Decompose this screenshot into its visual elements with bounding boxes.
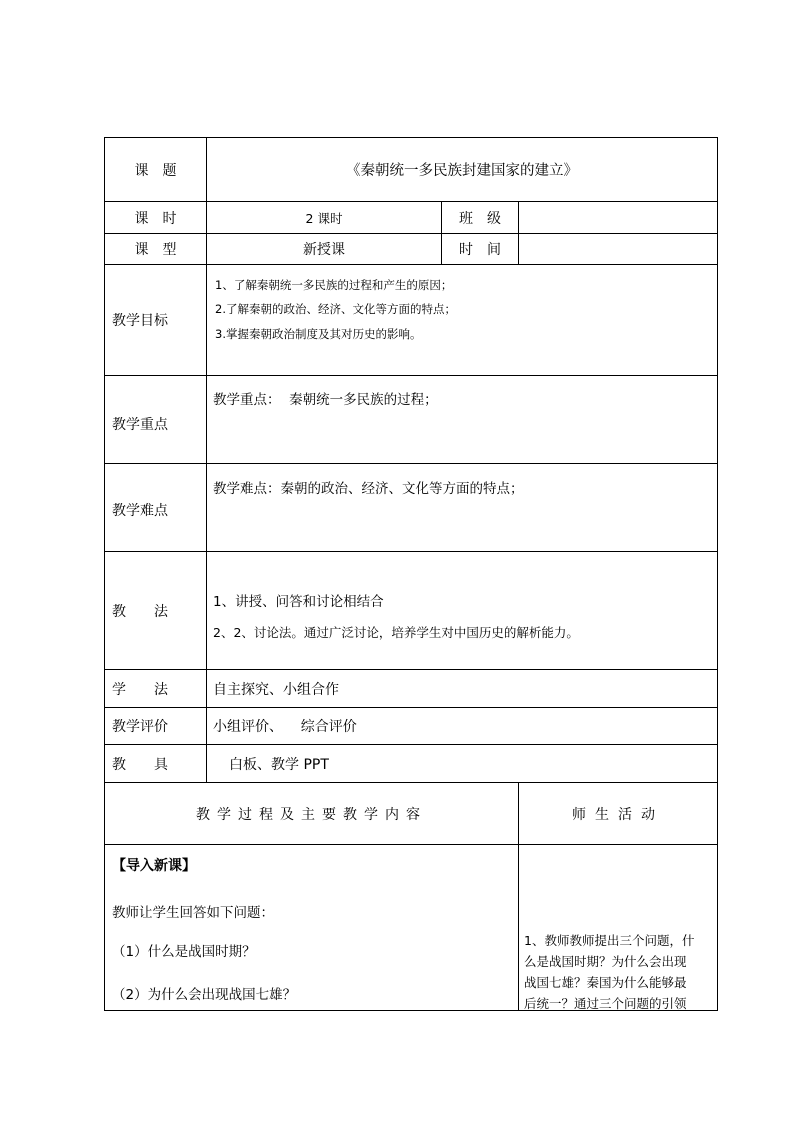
method-label: 教 法 [112, 603, 168, 620]
key-value: 教学重点： 秦朝统一多民族的过程； [213, 392, 438, 408]
process-header-right: 师生活动 [572, 806, 664, 823]
hours-value: 2 课时 [305, 210, 343, 226]
type-value: 新授课 [303, 242, 345, 258]
goal-item: 3.掌握秦朝政治制度及其对历史的影响。 [215, 327, 422, 341]
tools-label: 教 具 [112, 756, 168, 773]
learn-value: 自主探究、小组合作 [213, 681, 339, 698]
process-header-left: 教学过程及主要教学内容 [196, 806, 427, 823]
time-label: 时 间 [459, 242, 501, 258]
section-title: 【导入新课】 [112, 858, 196, 874]
goal-item: 2.了解秦朝的政治、经济、文化等方面的特点； [215, 302, 456, 316]
time-value [518, 233, 718, 265]
activity-line: 后统一？通过三个问题的引领 [524, 996, 687, 1011]
difficult-label: 教学难点 [112, 502, 168, 519]
title-label: 课 题 [134, 162, 177, 179]
goal-item: 1、了解秦朝统一多民族的过程和产生的原因； [215, 278, 453, 292]
course-title: 《秦朝统一多民族封建国家的建立》 [346, 163, 578, 179]
class-value [518, 201, 718, 234]
question-item: （1）什么是战国时期？ [112, 944, 256, 960]
activity-line: 么是战国时期？为什么会出现 [524, 954, 687, 969]
activity-line: 1、教师教师提出三个问题，什 [524, 933, 695, 948]
question-item: （2）为什么会出现战国七雄？ [112, 987, 297, 1003]
eval-value: 小组评价、 综合评价 [213, 719, 357, 735]
activity-line: 战国七雄？秦国为什么能够最 [524, 975, 687, 990]
type-label: 课 型 [134, 242, 177, 258]
tools-value: 白板、教学 PPT [229, 756, 329, 773]
goals-label: 教学目标 [112, 313, 168, 329]
difficult-value: 教学难点：秦朝的政治、经济、文化等方面的特点； [213, 481, 524, 497]
method-value-cell [206, 551, 718, 670]
intro-text: 教师让学生回答如下问题： [112, 905, 274, 921]
key-label: 教学重点 [112, 416, 168, 433]
learn-label: 学 法 [112, 681, 168, 698]
eval-label: 教学评价 [112, 719, 168, 735]
hours-label: 课 时 [134, 210, 177, 227]
method-item: 1、讲授、问答和讨论相结合 [213, 594, 384, 610]
method-item: 2、2、讨论法。通过广泛讨论，培养学生对中国历史的解析能力。 [213, 625, 579, 640]
class-label: 班 级 [459, 210, 501, 227]
